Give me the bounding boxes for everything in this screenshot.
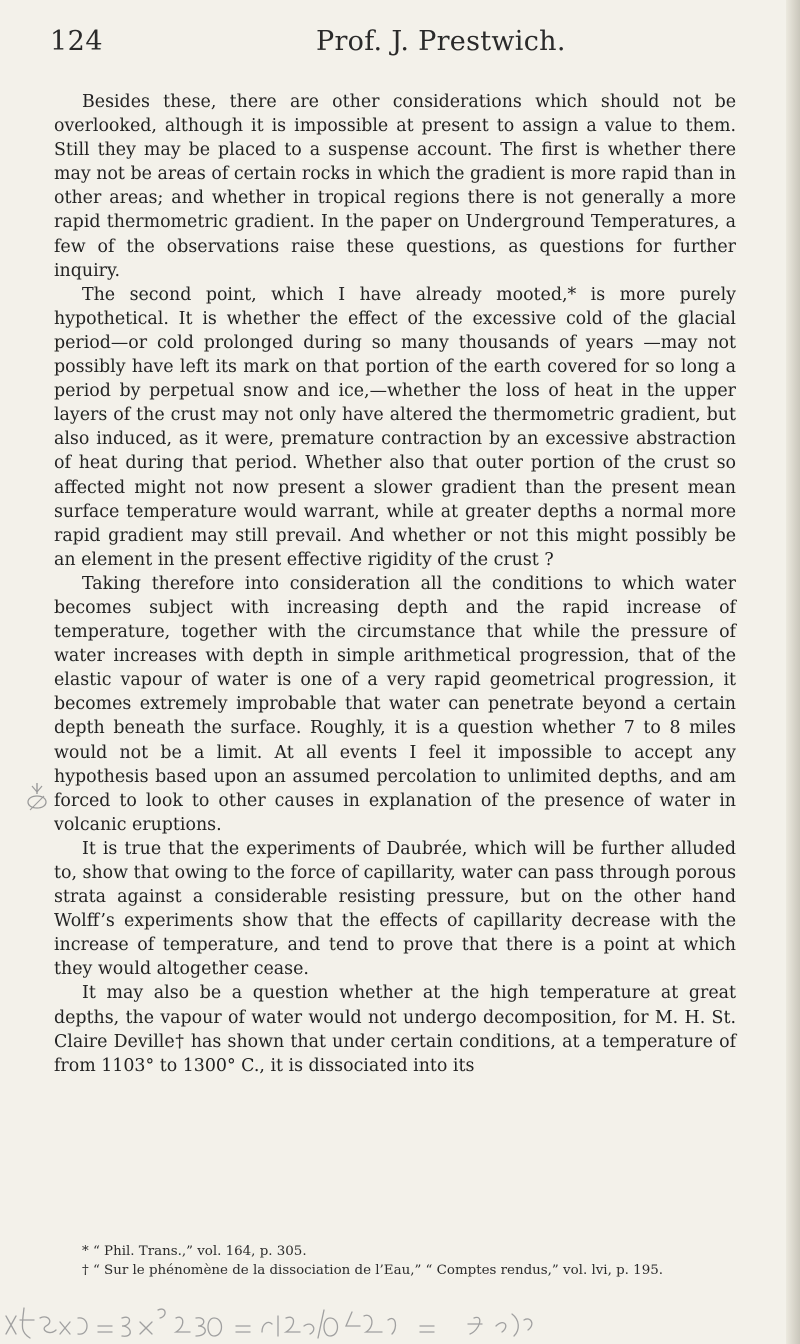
page-number: 124: [50, 26, 104, 57]
body-text: [54, 90, 736, 1078]
pencil-margin-mark-icon: [20, 780, 54, 816]
running-head: [50, 26, 740, 62]
paragraph-4: It is true that the experiments of Daubrée, which will be further alluded to, show that owing to the force of capillarity, water can pass through porous strata against a considerable resisting pressure, but on the other hand Wolff’s experiments show that the effects of capillarity decrease with the increase of temperature, and tend to prove that there is a point at which they would altogether cease.: [54, 838, 736, 980]
pencil-calculation-scribble-icon: [0, 1296, 740, 1344]
footnote-1: * “ Phil. Trans.,” vol. 164, p. 305.: [82, 1244, 307, 1259]
header-title: Prof. J. Prestwich.: [316, 26, 566, 57]
paragraph-2: The second point, which I have already mooted,* is more purely hypothetical. It is whether the effect of the excessive cold of the glacial period—or cold prolonged during so many thousands of years —may not possibly have left its mark on that portion of the earth covered for so long a period by perpetual snow and ice,—whether the loss of heat in the upper layers of the crust may not only have altered the thermometric gradient, but also induced, as it were, premature contraction by an excessive abstraction of heat during that period. Whether also that outer portion of the crust so affected might not now present a slower gradient than the present mean surface temperature would warrant, while at greater depths a normal more rapid gradient may still prevail. And whether or not this might possibly be an element in the present effective rigidity of the crust ?: [54, 284, 736, 570]
footnotes: [54, 1242, 736, 1280]
page-edge-shadow: [786, 0, 800, 1344]
paragraph-1: Besides these, there are other considerations which should not be overlooked, although it is impossible at present to assign a value to them. Still they may be placed to a suspense account. The first is whether there may not be areas of certain rocks in which the gradient is more rapid than in other areas; and whether in tropical regions there is not generally a more rapid thermometric gradient. In the paper on Underground Temperatures, a few of the observations raise these questions, as questions for further inquiry.: [54, 92, 736, 281]
paragraph-5: It may also be a question whether at the high temperature at great depths, the vapour of water would not undergo decomposition, for M. H. St. Claire Deville† has shown that under certain conditions, at a temperature of from 1103° to 1300° C., it is dissociated into its: [54, 983, 736, 1076]
footnote-2: † “ Sur le phénomène de la dissociation de l’Eau,” “ Comptes rendus,” vol. lvi, p. 195.: [82, 1263, 664, 1278]
paragraph-3: Taking therefore into consideration all the conditions to which water becomes subject with increasing depth and the rapid increase of temperature, together with the circumstance that while the pressure of water increases with depth in simple arithmetical progression, that of the elastic vapour of water is one of a very rapid geometrical progression, it becomes extremely improbable that water can penetrate beyond a certain depth beneath the surface. Roughly, it is a question whether 7 to 8 miles would not be a limit. At all events I feel it impossible to accept any hypothesis based upon an assumed percolation to unlimited depths, and am forced to look to other causes in explanation of the presence of water in volcanic eruptions.: [54, 573, 736, 835]
